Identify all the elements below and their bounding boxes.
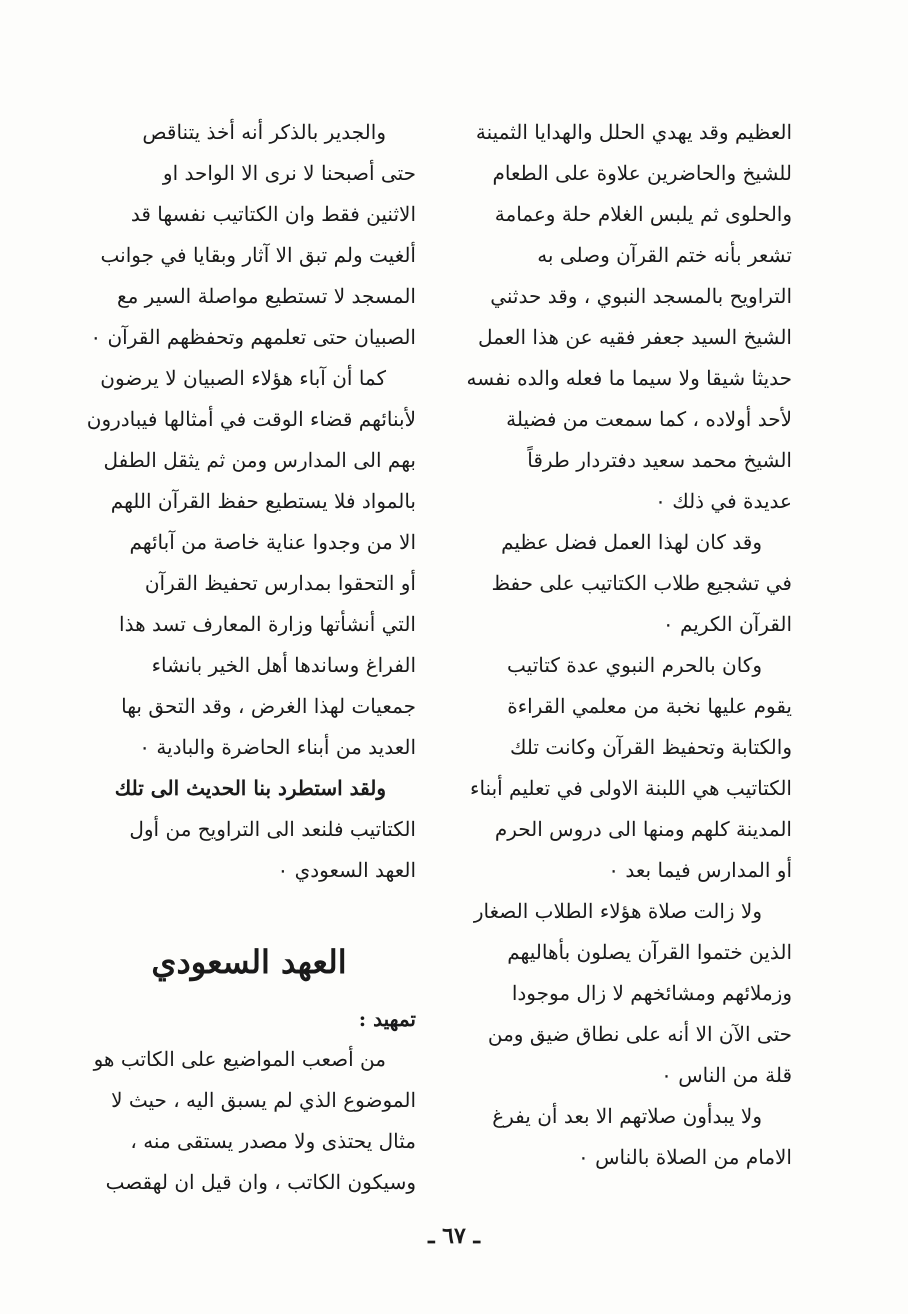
- text-line: حديثا شيقا ولا سيما ما فعله والده نفسه: [466, 366, 792, 390]
- text-line: الشيخ محمد سعيد دفتردار طرقاً: [527, 448, 792, 472]
- text-line: الكتاتيب فلنعد الى التراويح من أول: [129, 817, 416, 841]
- text-line: وسيكون الكاتب ، وان قيل ان لهقصب: [105, 1170, 416, 1194]
- text-line: بالمواد فلا يستطيع حفظ القرآن اللهم: [110, 489, 416, 513]
- text-line: العهد السعودي ٠: [277, 858, 416, 882]
- text-line: حتى أصبحنا لا نرى الا الواحد او: [162, 161, 416, 185]
- text-line: الصبيان حتى تعلمهم وتحفظهم القرآن ٠: [90, 325, 416, 349]
- section-title: العهد السعودي: [151, 943, 347, 981]
- text-line: الموضوع الذي لم يسبق اليه ، حيث لا: [111, 1088, 416, 1112]
- text-line: بهم الى المدارس ومن ثم يثقل الطفل: [103, 448, 416, 472]
- text-line: يقوم عليها نخبة من معلمي القراءة: [507, 694, 792, 718]
- text-line: الذين ختموا القرآن يصلون بأهاليهم: [507, 940, 792, 964]
- text-line: التي أنشأتها وزارة المعارف تسد هذا: [119, 612, 416, 636]
- right-text-column: [460, 112, 792, 1178]
- text-line: والجدير بالذكر أنه أخذ يتناقص: [142, 120, 386, 144]
- text-line: المسجد لا تستطيع مواصلة السير مع: [116, 284, 416, 308]
- text-line: الا من وجدوا عناية خاصة من آبائهم: [129, 530, 416, 554]
- text-line: ولقد استطرد بنا الحديث الى تلك: [114, 776, 386, 800]
- text-line: ولا زالت صلاة هؤلاء الطلاب الصغار: [473, 899, 762, 923]
- text-line: لأحد أولاده ، كما سمعت من فضيلة: [506, 407, 792, 431]
- text-line: ولا يبدأون صلاتهم الا بعد أن يفرغ: [492, 1104, 762, 1128]
- text-line: عديدة في ذلك ٠: [655, 489, 792, 513]
- text-line: المدينة كلهم ومنها الى دروس الحرم: [494, 817, 792, 841]
- text-line: التراويح بالمسجد النبوي ، وقد حدثني: [490, 284, 792, 308]
- text-line: الشيخ السيد جعفر فقيه عن هذا العمل: [478, 325, 792, 349]
- text-line: في تشجيع طلاب الكتاتيب على حفظ: [491, 571, 792, 595]
- text-line: قلة من الناس ٠: [661, 1063, 792, 1087]
- text-line: وزملائهم ومشائخهم لا زال موجودا: [511, 981, 792, 1005]
- text-line: الاثنين فقط وان الكتاتيب نفسها قد: [130, 202, 416, 226]
- text-line: والحلوى ثم يلبس الغلام حلة وعمامة: [494, 202, 792, 226]
- text-line: جمعيات لهذا الغرض ، وقد التحق بها: [121, 694, 416, 718]
- text-line: تشعر بأنه ختم القرآن وصلى به: [537, 243, 792, 267]
- text-line: وكان بالحرم النبوي عدة كتاتيب: [507, 653, 762, 677]
- text-line: لأبنائهم قضاء الوقت في أمثالها فيبادرون: [86, 407, 416, 431]
- text-line: الكتاتيب هي اللبنة الاولى في تعليم أبناء: [470, 776, 792, 800]
- text-line: العظيم وقد يهدي الحلل والهدايا الثمينة: [475, 120, 792, 144]
- page-number: ـ ٦٧ ـ: [428, 1223, 480, 1249]
- text-line: والكتابة وتحفيظ القرآن وكانت تلك: [509, 735, 792, 759]
- text-line: العديد من أبناء الحاضرة والبادية ٠: [139, 735, 416, 759]
- text-line: أو المدارس فيما بعد ٠: [608, 858, 792, 882]
- text-line: من أصعب المواضيع على الكاتب هو: [93, 1047, 386, 1071]
- text-line: للشيخ والحاضرين علاوة على الطعام: [492, 161, 792, 185]
- sub-heading: تمهيد :: [358, 1007, 416, 1031]
- text-line: كما أن آباء هؤلاء الصبيان لا يرضون: [100, 366, 386, 390]
- text-line: القرآن الكريم ٠: [662, 612, 792, 636]
- text-line: وقد كان لهذا العمل فضل عظيم: [501, 530, 762, 554]
- text-line: الفراغ وساندها أهل الخير بانشاء: [151, 653, 416, 677]
- text-line: أو التحقوا بمدارس تحفيظ القرآن: [144, 571, 416, 595]
- text-line: ألغيت ولم تبق الا آثار وبقايا في جوانب: [100, 243, 416, 267]
- text-line: حتى الآن الا أنه على نطاق ضيق ومن: [487, 1022, 792, 1046]
- left-text-column: [82, 112, 416, 1203]
- text-line: الامام من الصلاة بالناس ٠: [578, 1145, 792, 1169]
- text-line: مثال يحتذى ولا مصدر يستقى منه ،: [130, 1129, 416, 1153]
